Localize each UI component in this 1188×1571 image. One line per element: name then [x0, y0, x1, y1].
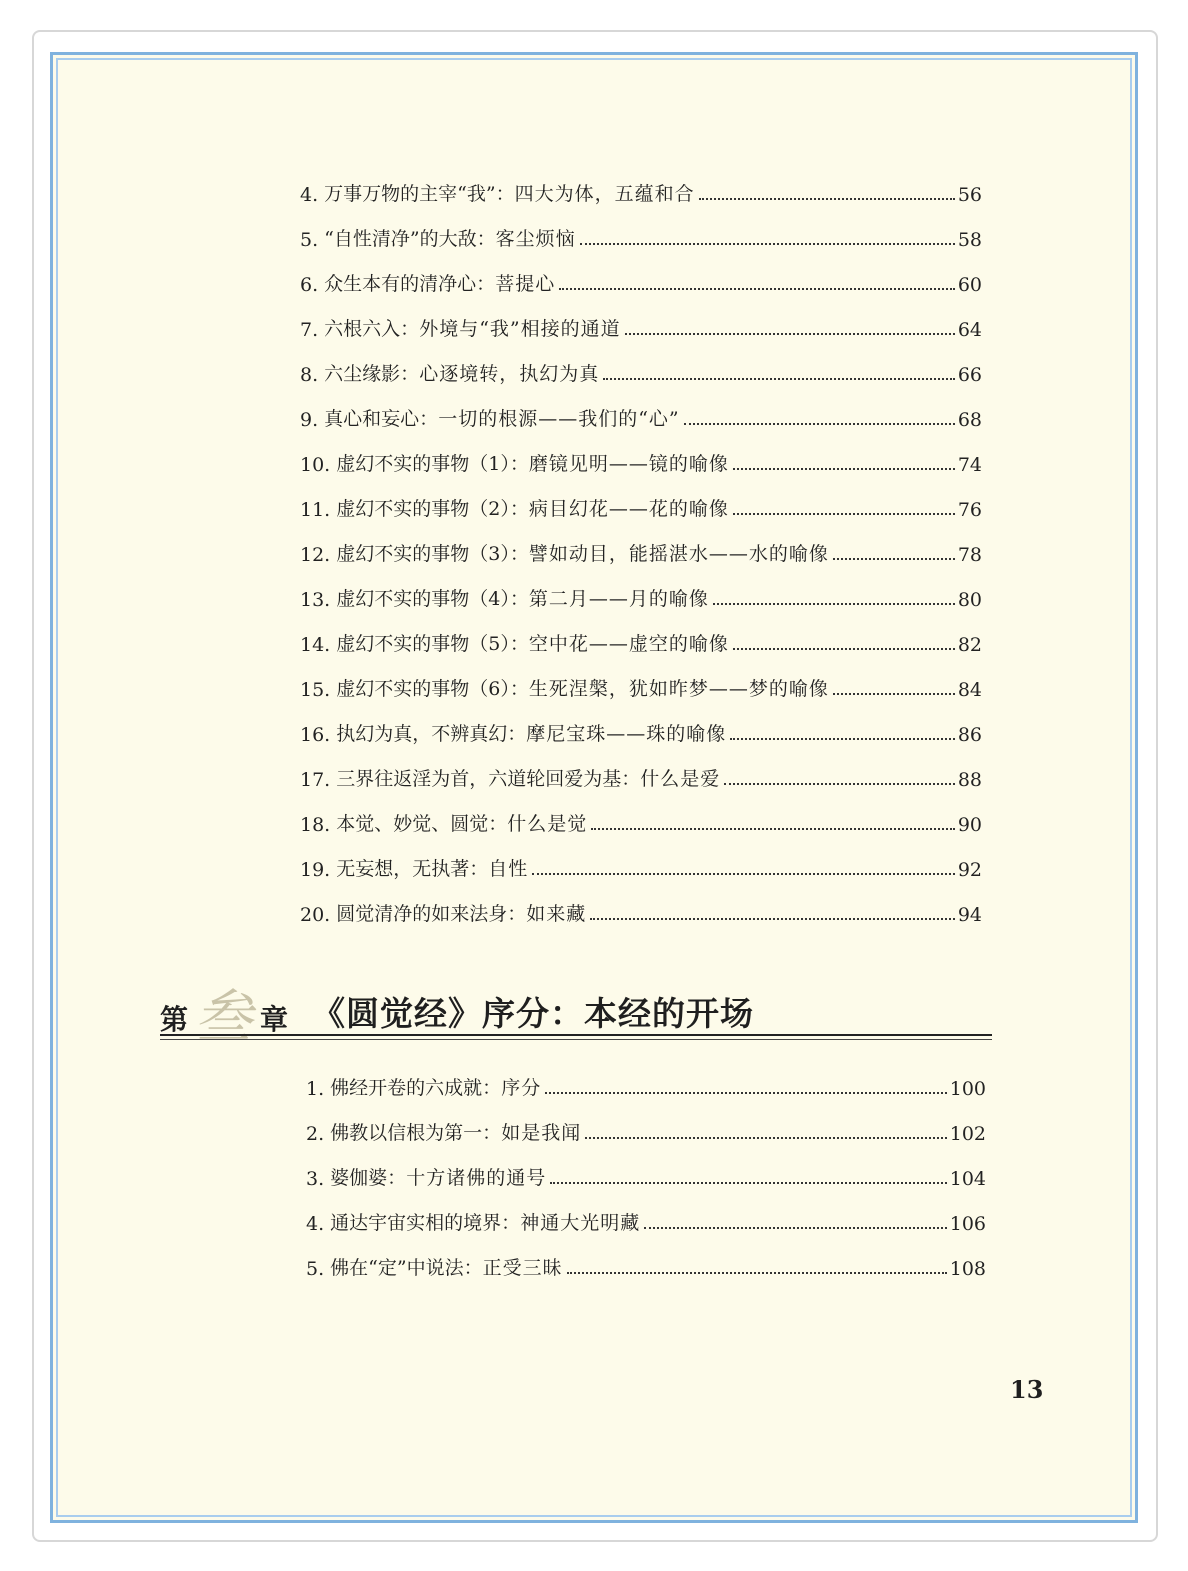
entry-page: 94: [957, 904, 982, 926]
entry-topic: 客尘烦恼: [495, 228, 576, 250]
entry-title: 虚幻不实的事物（6）：: [336, 678, 529, 700]
entry-title: 六根六入：: [324, 318, 420, 340]
entry-title: 三界往返淫为首，六道轮回爱为基：: [336, 768, 641, 790]
leader-dots: [625, 333, 955, 335]
toc-entry[interactable]: [306, 1250, 986, 1280]
entry-title: 虚幻不实的事物（1）：: [336, 453, 529, 475]
entry-number: 12.: [300, 544, 337, 566]
toc-entry[interactable]: [300, 536, 982, 566]
leader-dots: [833, 558, 955, 560]
chapter-rule-thin: [160, 1039, 992, 1040]
entry-number: 8.: [300, 364, 325, 386]
chapter-heading: [160, 968, 992, 1051]
chapter-rule-thick: [160, 1034, 992, 1036]
toc-entry[interactable]: [300, 356, 982, 386]
leader-dots: [724, 783, 955, 785]
entry-number: 16.: [300, 724, 337, 746]
entry-number: 4.: [300, 184, 325, 206]
entry-topic: 菩提心: [495, 273, 556, 295]
toc-entry[interactable]: [300, 401, 982, 431]
entry-page: 74: [957, 454, 982, 476]
leader-dots: [713, 603, 955, 605]
entry-topic: 空中花——虚空的喻像: [528, 633, 729, 655]
entry-page: 66: [957, 364, 982, 386]
leader-dots: [545, 1092, 947, 1094]
page-number: 13: [1010, 1375, 1044, 1404]
entry-number: 3.: [306, 1168, 331, 1190]
entry-number: 17.: [300, 769, 337, 791]
entry-number: 15.: [300, 679, 337, 701]
entry-topic: 磨镜见明——镜的喻像: [528, 453, 729, 475]
entry-topic: 一切的根源——我们的“心”: [438, 408, 680, 430]
entry-page: 78: [957, 544, 982, 566]
entry-number: 19.: [300, 859, 337, 881]
entry-title: 通达宇宙实相的境界：: [330, 1212, 521, 1234]
entry-number: 6.: [300, 274, 325, 296]
leader-dots: [590, 918, 955, 920]
entry-topic: 如来藏: [526, 903, 587, 925]
entry-title: 本觉、妙觉、圆觉：: [336, 813, 508, 835]
entry-number: 11.: [300, 499, 337, 521]
entry-page: 58: [957, 229, 982, 251]
entry-title: 虚幻不实的事物（2）：: [336, 498, 529, 520]
entry-page: 64: [957, 319, 982, 341]
toc-entry[interactable]: [300, 896, 982, 926]
entry-topic: 病目幻花——花的喻像: [528, 498, 729, 520]
toc-entry[interactable]: [300, 851, 982, 881]
entry-number: 5.: [300, 229, 325, 251]
entry-title: 虚幻不实的事物（4）：: [336, 588, 529, 610]
leader-dots: [580, 243, 955, 245]
leader-dots: [591, 828, 955, 830]
entry-title: 圆觉清净的如来法身：: [336, 903, 527, 925]
entry-topic: 第二月——月的喻像: [528, 588, 709, 610]
entry-page: 100: [949, 1078, 986, 1100]
entry-topic: 十方诸佛的通号: [406, 1167, 547, 1189]
leader-dots: [550, 1182, 947, 1184]
entry-number: 9.: [300, 409, 325, 431]
entry-page: 90: [957, 814, 982, 836]
entry-topic: 正受三昧: [482, 1257, 563, 1279]
entry-title: 佛在“定”中说法：: [330, 1257, 483, 1279]
leader-dots: [699, 198, 955, 200]
entry-page: 82: [957, 634, 982, 656]
leader-dots: [833, 693, 955, 695]
toc-entry[interactable]: [300, 266, 982, 296]
leader-dots: [644, 1227, 947, 1229]
entry-title: 众生本有的清净心：: [324, 273, 496, 295]
entry-page: 86: [957, 724, 982, 746]
entry-title: 佛经开卷的六成就：: [330, 1077, 502, 1099]
leader-dots: [585, 1137, 947, 1139]
toc-entry[interactable]: [300, 761, 982, 791]
toc-entry[interactable]: [300, 671, 982, 701]
entry-page: 76: [957, 499, 982, 521]
entry-number: 5.: [306, 1258, 331, 1280]
entry-topic: 四大为体，五蕴和合: [514, 183, 695, 205]
toc-entry[interactable]: [300, 581, 982, 611]
entry-number: 7.: [300, 319, 325, 341]
entry-page: 84: [957, 679, 982, 701]
entry-title: 执幻为真，不辨真幻：: [336, 723, 527, 745]
toc-entry[interactable]: [300, 221, 982, 251]
entry-page: 104: [949, 1168, 986, 1190]
chapter-number: 叁: [194, 983, 253, 1051]
toc-entry[interactable]: [306, 1070, 986, 1100]
toc-entry[interactable]: [300, 491, 982, 521]
leader-dots: [684, 423, 955, 425]
entry-page: 108: [949, 1258, 986, 1280]
entry-title: 虚幻不实的事物（5）：: [336, 633, 529, 655]
entry-topic: 生死涅槃，犹如昨梦——梦的喻像: [528, 678, 829, 700]
entry-number: 2.: [306, 1123, 331, 1145]
entry-page: 88: [957, 769, 982, 791]
entry-page: 92: [957, 859, 982, 881]
leader-dots: [603, 378, 955, 380]
entry-number: 1.: [306, 1078, 331, 1100]
entry-title: 婆伽婆：: [330, 1167, 407, 1189]
toc-entry[interactable]: [300, 446, 982, 476]
entry-page: 80: [957, 589, 982, 611]
entry-title: 佛教以信根为第一：: [330, 1122, 502, 1144]
entry-number: 14.: [300, 634, 337, 656]
leader-dots: [559, 288, 955, 290]
entry-number: 18.: [300, 814, 337, 836]
entry-page: 106: [949, 1213, 986, 1235]
entry-title: 万事万物的主宰“我”：: [324, 183, 515, 205]
entry-topic: 自性: [488, 858, 529, 880]
entry-topic: 什么是觉: [507, 813, 588, 835]
chapter-title: 《圆觉经》序分：本经的开场: [312, 994, 754, 1033]
chapter-prefix: 第: [160, 1003, 189, 1036]
toc-entry[interactable]: [300, 626, 982, 656]
leader-dots: [733, 648, 955, 650]
toc-entry[interactable]: [300, 176, 982, 206]
entry-page: 56: [957, 184, 982, 206]
entry-title: 真心和妄心：: [324, 408, 439, 430]
toc-entry[interactable]: [306, 1115, 986, 1145]
entry-topic: 心逐境转，执幻为真: [419, 363, 600, 385]
entry-title: 虚幻不实的事物（3）：: [336, 543, 529, 565]
entry-number: 4.: [306, 1213, 331, 1235]
entry-number: 10.: [300, 454, 337, 476]
toc-entry[interactable]: [306, 1205, 986, 1235]
leader-dots: [733, 513, 955, 515]
entry-topic: 序分: [501, 1077, 542, 1099]
toc-entry[interactable]: [306, 1160, 986, 1190]
entry-topic: 摩尼宝珠——珠的喻像: [526, 723, 727, 745]
entry-title: 无妄想，无执著：: [336, 858, 489, 880]
toc-entry[interactable]: [300, 311, 982, 341]
entry-page: 68: [957, 409, 982, 431]
entry-number: 20.: [300, 904, 337, 926]
entry-topic: 神通大光明藏: [520, 1212, 641, 1234]
entry-topic: 譬如动目，能摇湛水——水的喻像: [528, 543, 829, 565]
leader-dots: [532, 873, 955, 875]
chapter-suffix: 章: [260, 1003, 289, 1036]
entry-title: “自性清净”的大敌：: [324, 228, 496, 250]
entry-topic: 什么是爱: [640, 768, 721, 790]
entry-page: 60: [957, 274, 982, 296]
entry-topic: 外境与“我”相接的通道: [419, 318, 621, 340]
leader-dots: [730, 738, 955, 740]
toc-entry[interactable]: [300, 716, 982, 746]
leader-dots: [567, 1272, 947, 1274]
entry-title: 六尘缘影：: [324, 363, 420, 385]
leader-dots: [733, 468, 955, 470]
entry-topic: 如是我闻: [501, 1122, 582, 1144]
toc-entry[interactable]: [300, 806, 982, 836]
entry-number: 13.: [300, 589, 337, 611]
entry-page: 102: [949, 1123, 986, 1145]
